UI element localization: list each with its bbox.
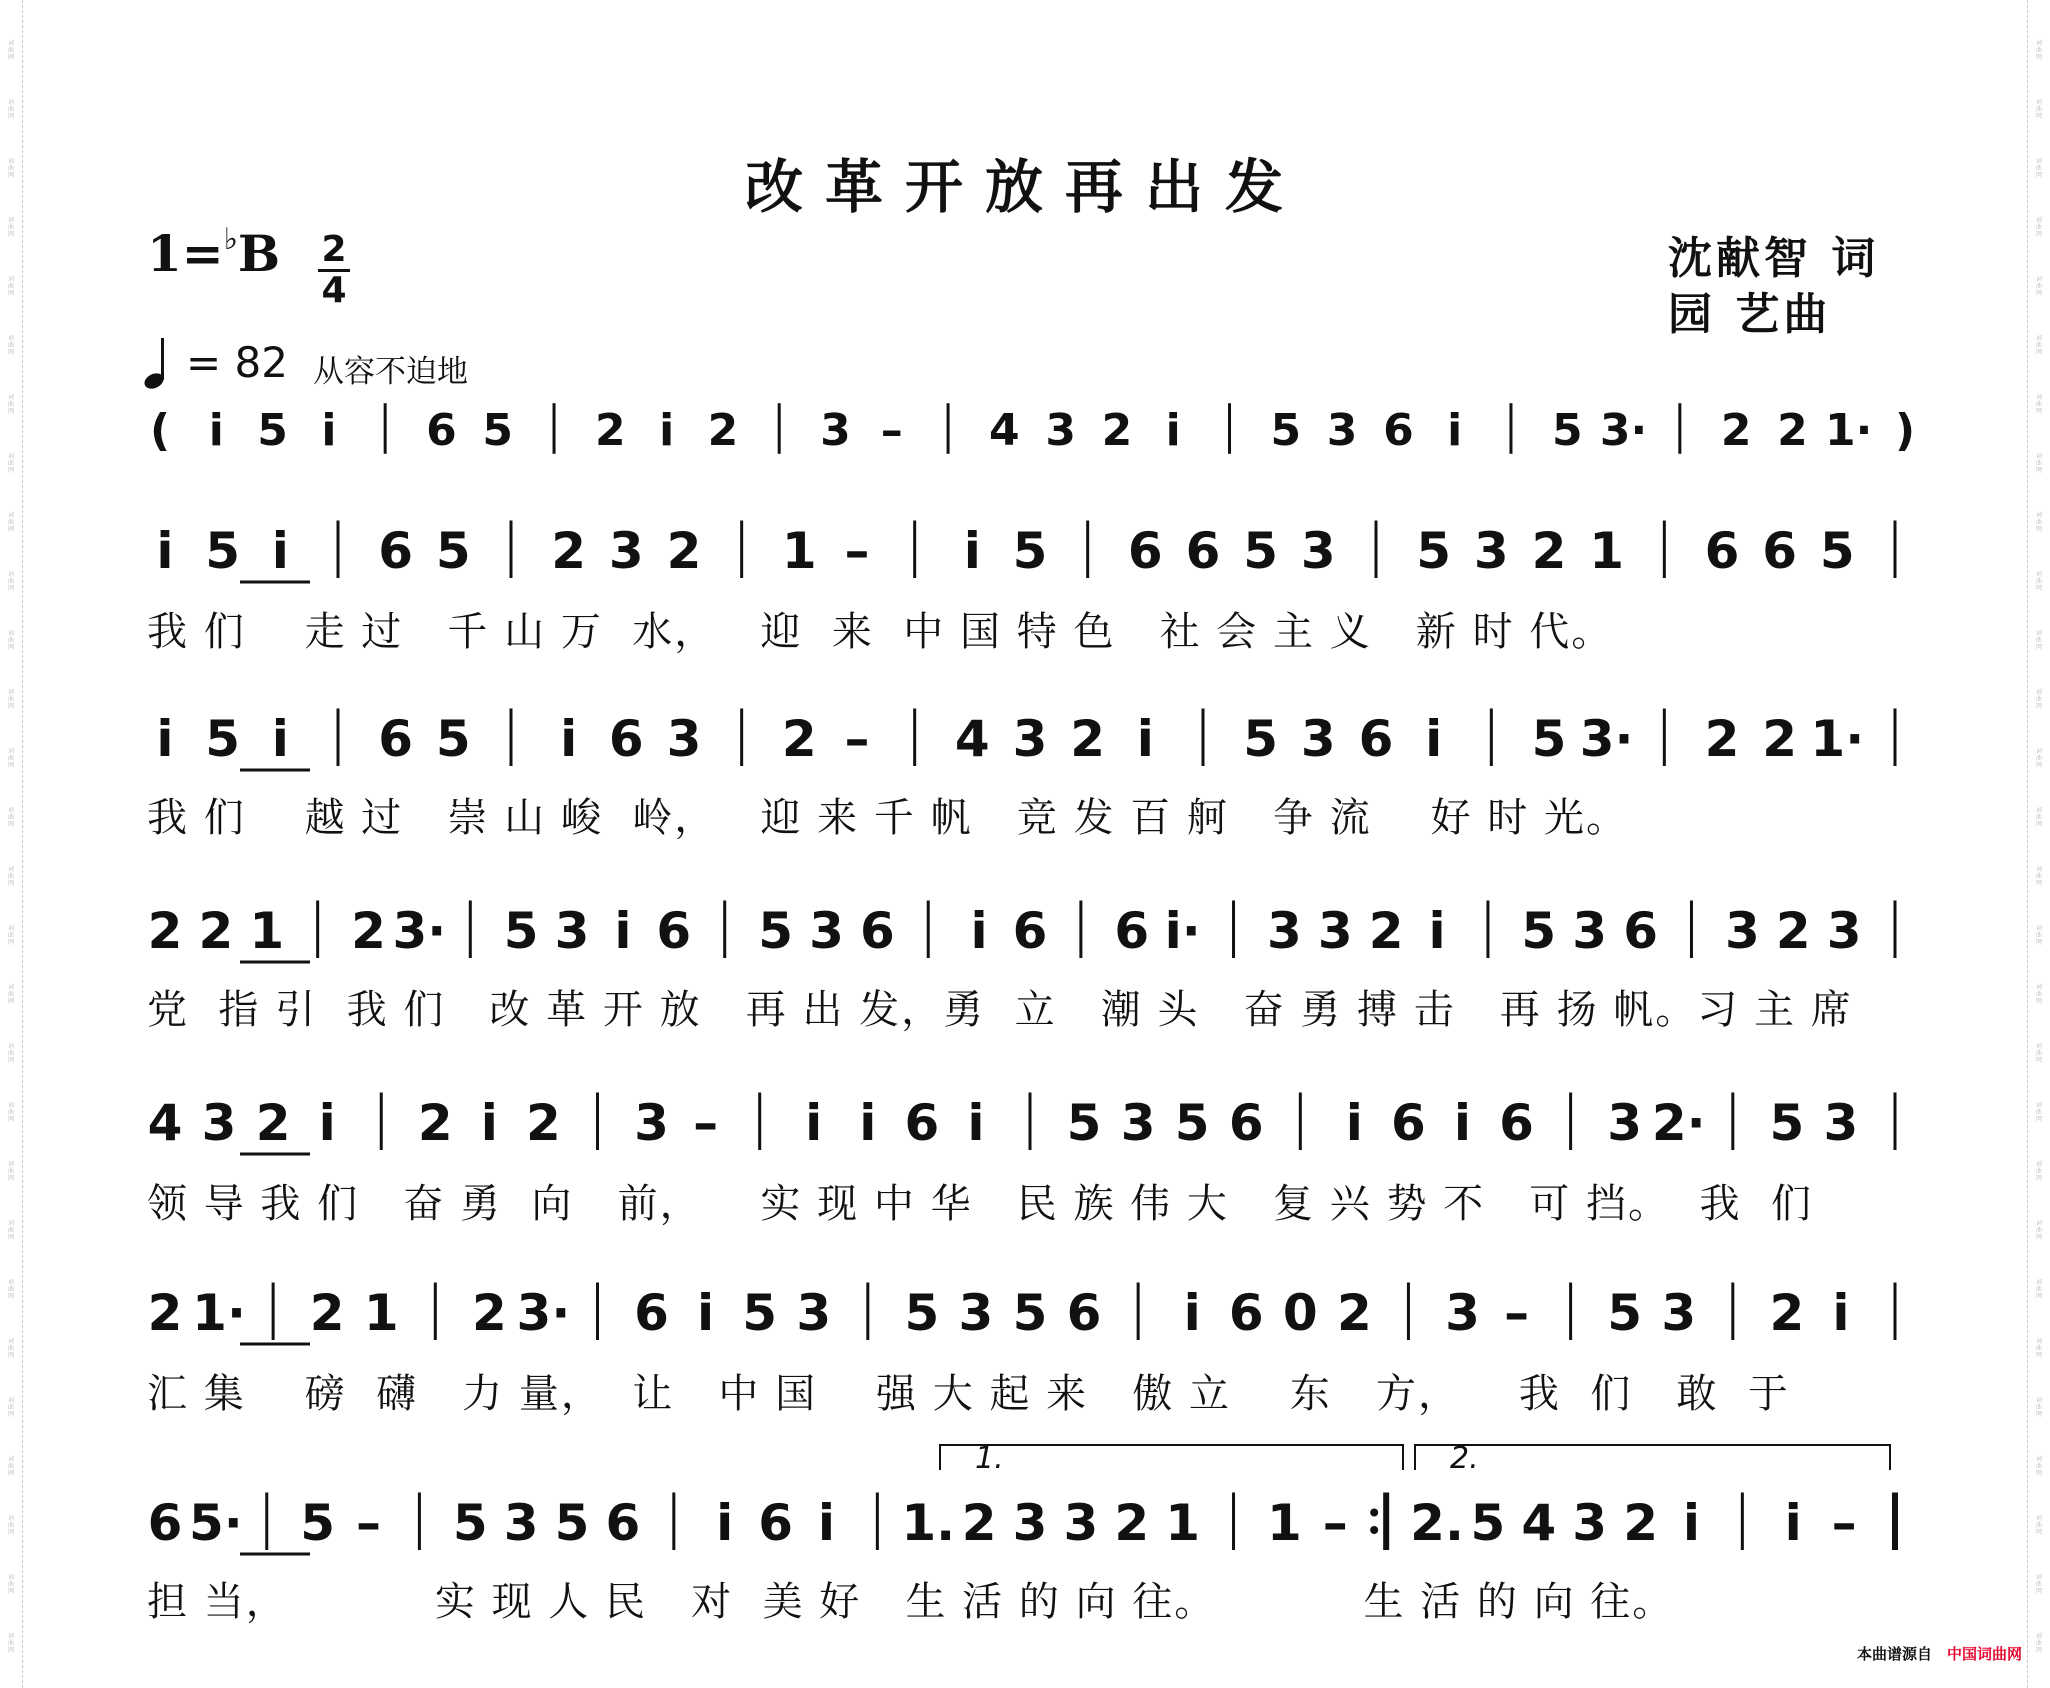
melody-note: 2 (1336, 1284, 1372, 1342)
melody-note: 2 (526, 1094, 561, 1152)
intro-note: 5 (257, 405, 288, 456)
lyricist-credit: 沈献智 词 (1668, 233, 1880, 284)
melody-note: i (1784, 1494, 1802, 1552)
intro-note: 2 (1777, 405, 1808, 456)
lyric-line-1: 我 们 走 过 千 山 万 水， 迎 来 中 国 特 色 社 会 主 义 新 时 代。 (147, 609, 1614, 655)
melody-note: i (697, 1284, 715, 1342)
repeat-dot (1370, 1509, 1378, 1517)
melody-note: 3 (1012, 710, 1048, 768)
melody-note: 2. (1410, 1494, 1464, 1552)
intro-note: i (1165, 405, 1181, 456)
edge-watermark-mark: 词曲网 (7, 984, 14, 1005)
melody-note: 5 (1531, 710, 1567, 768)
melody-note: 6 (1114, 902, 1150, 960)
melody-note: 5 (435, 522, 471, 580)
melody-note: i (271, 522, 289, 580)
melody-note: 5 (1243, 522, 1279, 580)
edge-watermark-mark: 词曲网 (2035, 1633, 2042, 1654)
edge-watermark-mark: 词曲网 (7, 1633, 14, 1654)
melody-note: 6 (1762, 522, 1798, 580)
intro-note: 6 (426, 405, 457, 456)
melody-note: 1. (901, 1494, 956, 1552)
melody-note: 2 (147, 902, 183, 960)
intro-note: 5 (482, 405, 514, 456)
melody-note: i (859, 1094, 877, 1152)
melody-note: 2 (1070, 710, 1106, 768)
edge-watermark-mark: 词曲网 (2035, 1397, 2042, 1418)
melody-note: 6 (1499, 1094, 1534, 1152)
melody-note: 2 (961, 1494, 997, 1552)
melody-note: 1· (192, 1284, 246, 1342)
footer-site-link[interactable]: 中国词曲网 (1947, 1645, 2023, 1663)
melody-note: 2 (1704, 710, 1740, 768)
volta-label-1: 1. (975, 1441, 1004, 1476)
edge-watermark-mark: 词曲网 (7, 335, 14, 356)
melody-note: 6 (1066, 1284, 1102, 1342)
intro-note: 2 (1720, 405, 1752, 456)
key-signature: 1=♭B (147, 222, 281, 283)
edge-watermark-mark: 词曲网 (7, 394, 14, 415)
melody-note: 6 (1012, 902, 1048, 960)
melody-note: 5 (758, 902, 793, 960)
melody-note: i (1345, 1094, 1363, 1152)
melody-note: 6 (1228, 1094, 1264, 1152)
edge-watermark-mark: 词曲网 (7, 748, 14, 769)
melody-note: 5 (904, 1284, 940, 1342)
melody-note: 3 (1823, 1094, 1859, 1152)
footer-source-label: 本曲谱源自 (1857, 1645, 1933, 1663)
melody-note: i (271, 710, 289, 768)
tempo-expression: 从容不迫地 (313, 354, 468, 390)
melody-note: 2 (1368, 902, 1404, 960)
melody-note: i (480, 1094, 498, 1152)
melody-note: 0 (1282, 1284, 1318, 1342)
tempo-value: = 82 (186, 338, 288, 387)
edge-watermark-mark: 词曲网 (2035, 1515, 2042, 1536)
melody-note: 6 (608, 710, 644, 768)
melody-note: 3 (958, 1284, 994, 1342)
edge-watermark-mark: 词曲网 (7, 276, 14, 297)
intro-note: i (321, 405, 337, 456)
melody-note: 2 (1769, 1284, 1805, 1342)
melody-note: i (1428, 902, 1446, 960)
melody-note: 3 (796, 1284, 832, 1342)
melody-note: i· (1164, 902, 1201, 960)
melody-note: 6 (1358, 710, 1394, 768)
volta-bracket-1 (940, 1445, 1403, 1470)
edge-watermark-mark: 词曲网 (2035, 99, 2042, 120)
intro-note: ( (149, 405, 171, 456)
intro-note: i (1447, 405, 1463, 456)
melody-note: 2 (551, 522, 587, 580)
intro-note: 3· (1599, 405, 1648, 456)
melody-note: 5 (503, 902, 539, 960)
melody-note: 5 (205, 710, 241, 768)
melody-note: – (844, 710, 870, 768)
melody-note: i (1682, 1494, 1701, 1552)
melody-note: 2 (1762, 710, 1798, 768)
melody-note: 2 (781, 710, 817, 768)
melody-note: 5 (554, 1494, 590, 1552)
melody-note: 4 (1521, 1494, 1557, 1552)
edge-watermark-mark: 词曲网 (2035, 394, 2042, 415)
melody-note: 3 (201, 1094, 237, 1152)
melody-note: 3 (809, 902, 844, 960)
edge-watermark-mark: 词曲网 (7, 158, 14, 179)
melody-note: 3 (1572, 902, 1608, 960)
melody-note: 3 (1473, 522, 1509, 580)
intro-note: 3 (820, 405, 851, 456)
melody-note: 6 (605, 1494, 641, 1552)
melody-note: 5 (1769, 1094, 1805, 1152)
melody-note: i (1425, 710, 1443, 768)
melody-note: 3 (1300, 710, 1336, 768)
melody-note: 5 (1819, 522, 1855, 580)
melody-note: 5 (1470, 1494, 1506, 1552)
melody-note: 6 (904, 1094, 940, 1152)
intro-note: 3 (1326, 405, 1358, 456)
melody-note: 2 (417, 1094, 453, 1152)
intro-note: 1· (1825, 405, 1873, 456)
melody-note: 3 (1063, 1494, 1099, 1552)
melody-note: 2 (1531, 522, 1567, 580)
melody-note: – (356, 1494, 382, 1552)
melody-note: 4 (147, 1094, 183, 1152)
edge-watermark-mark: 词曲网 (2035, 984, 2042, 1005)
edge-watermark-mark: 词曲网 (7, 512, 14, 533)
melody-note: 6 (1127, 522, 1163, 580)
intro-note: i (659, 405, 675, 456)
edge-watermark-mark: 词曲网 (7, 40, 14, 61)
melody-note: 6 (378, 710, 414, 768)
edge-watermark-mark: 词曲网 (2035, 866, 2042, 887)
edge-watermark-mark: 词曲网 (2035, 1279, 2042, 1300)
melody-note: 2 (351, 902, 386, 960)
melody-note: i (805, 1094, 823, 1152)
melody-note: 3 (1120, 1094, 1156, 1152)
melody-note: i (1832, 1284, 1850, 1342)
melody-note: 5 (1012, 522, 1048, 580)
lyric-line-3: 党 指 引 我 们 改 革 开 放 再 出 发，勇 立 潮 头 奋 勇 搏 击 再 扬 帆。习 主 席 (147, 987, 1853, 1033)
edge-watermark-mark: 词曲网 (7, 1515, 14, 1536)
edge-watermark-mark: 词曲网 (7, 689, 14, 710)
melody-note: 2 (1623, 1494, 1658, 1552)
melody-note: 6 (1391, 1094, 1426, 1152)
melody-note: 5 (1174, 1094, 1210, 1152)
edge-watermark-mark: 词曲网 (7, 99, 14, 120)
melody-note: i (614, 902, 632, 960)
melody-note: 5 (742, 1284, 778, 1342)
edge-watermark-mark: 词曲网 (2035, 1574, 2042, 1595)
melody-note: 2 (1775, 902, 1811, 960)
edge-watermark-mark: 词曲网 (2035, 217, 2042, 238)
melody-note: 3 (1661, 1284, 1697, 1342)
melody-note: 3 (1267, 902, 1302, 960)
intro-note: 2 (707, 405, 739, 456)
intro-note: – (880, 405, 903, 456)
melody-note: i (1136, 710, 1154, 768)
edge-watermark-mark: 词曲网 (2035, 158, 2042, 179)
melody-note: – (1831, 1494, 1857, 1552)
lyric-line-2: 我 们 越 过 崇 山 峻 岭， 迎 来 千 帆 竞 发 百 舸 争 流 好 时 光。 (147, 795, 1629, 841)
song-title: 改革开放再出发 (744, 153, 1305, 221)
composer-credit: 园 艺曲 (1668, 289, 1832, 340)
melody-note: 6 (859, 902, 895, 960)
melody-note: – (693, 1094, 719, 1152)
melody-note: 5 (452, 1494, 488, 1552)
intro-note: 3 (1045, 405, 1076, 456)
edge-watermark-mark: 词曲网 (2035, 1456, 2042, 1477)
melody-note: 2 (471, 1284, 507, 1342)
melody-note: i (963, 522, 981, 580)
edge-watermark-mark: 词曲网 (2035, 1161, 2042, 1182)
melody-note: 5 (1607, 1284, 1643, 1342)
melody-note: 2 (309, 1284, 345, 1342)
edge-watermark-mark: 词曲网 (7, 1574, 14, 1595)
melody-note: 3· (516, 1284, 571, 1342)
melody-note: 2· (1651, 1094, 1706, 1152)
melody-note: 1 (1165, 1494, 1201, 1552)
melody-note: 6 (1185, 522, 1221, 580)
melody-note: 3 (1724, 902, 1760, 960)
melody-note: i (1183, 1284, 1201, 1342)
melody-note: 6 (1623, 902, 1658, 960)
melody-note: i (716, 1494, 734, 1552)
melody-note: 2 (255, 1094, 291, 1152)
melody-note: 3 (634, 1094, 669, 1152)
melody-note: 3 (1012, 1494, 1048, 1552)
edge-watermark-mark: 词曲网 (2035, 807, 2042, 828)
melody-note: 5 (1012, 1284, 1048, 1342)
melody-note: i (156, 522, 174, 580)
edge-watermark-mark: 词曲网 (7, 1102, 14, 1123)
melody-note: 6 (656, 902, 692, 960)
time-signature: 2 4 (318, 233, 350, 308)
melody-note: 3 (1317, 902, 1353, 960)
melody-note: 1 (781, 522, 817, 580)
melody-note: 1 (1589, 522, 1625, 580)
melody-note: i (560, 710, 578, 768)
edge-watermark-mark: 词曲网 (2035, 1102, 2042, 1123)
edge-watermark-mark: 词曲网 (2035, 630, 2042, 651)
melody-note: 3 (1826, 902, 1862, 960)
edge-watermark-mark: 词曲网 (7, 807, 14, 828)
edge-watermark-mark: 词曲网 (7, 1161, 14, 1182)
melody-note: i (318, 1094, 336, 1152)
intro-note: 2 (595, 405, 626, 456)
edge-watermark-mark: 词曲网 (7, 453, 14, 474)
intro-note: 2 (1101, 405, 1133, 456)
melody-note: 3 (1300, 522, 1336, 580)
melody-note: 5 (435, 710, 471, 768)
melody-note: – (1504, 1284, 1530, 1342)
melody-note: 5 (1521, 902, 1557, 960)
edge-watermark-mark: 词曲网 (7, 1220, 14, 1241)
melody-note: 5 (1066, 1094, 1102, 1152)
volta-bracket-2 (1415, 1445, 1890, 1470)
repeat-dot (1370, 1526, 1378, 1534)
melody-note: 5 (1416, 522, 1452, 580)
edge-watermark-mark: 词曲网 (7, 1338, 14, 1359)
edge-watermark-mark: 词曲网 (7, 925, 14, 946)
melody-note: 6 (758, 1494, 793, 1552)
volta-label-2: 2. (1450, 1441, 1479, 1476)
edge-watermark-mark: 词曲网 (2035, 925, 2042, 946)
edge-watermark-mark: 词曲网 (7, 1456, 14, 1477)
melody-note: 1 (249, 902, 285, 960)
melody-note: 5 (205, 522, 241, 580)
melody-note: 5 (300, 1494, 336, 1552)
edge-watermark-mark: 词曲网 (2035, 40, 2042, 61)
melody-note: 3 (1445, 1284, 1480, 1342)
melody-note: i (156, 710, 174, 768)
melody-note: – (844, 522, 870, 580)
edge-watermark-mark: 词曲网 (7, 1397, 14, 1418)
intro-note: 5 (1270, 405, 1302, 456)
melody-note: 6 (634, 1284, 669, 1342)
lyric-line-5: 汇 集 磅 礴 力 量， 让 中 国 强 大 起 来 傲 立 东 方， 我 们 敢 于 (147, 1371, 1790, 1417)
melody-note: 3 (666, 710, 702, 768)
edge-watermark-mark: 词曲网 (2035, 1338, 2042, 1359)
melody-note: 1 (363, 1284, 399, 1342)
intro-note: ) (1894, 405, 1916, 456)
melody-note: 2 (147, 1284, 183, 1342)
melody-note: 3· (392, 902, 447, 960)
melody-note: 2 (198, 902, 234, 960)
melody-note: 3 (1607, 1094, 1643, 1152)
intro-note: 4 (989, 405, 1020, 456)
edge-watermark-mark: 词曲网 (7, 1279, 14, 1300)
melody-note: 3 (554, 902, 590, 960)
melody-note: 3 (503, 1494, 539, 1552)
melody-note: 2 (1114, 1494, 1150, 1552)
edge-watermark-mark: 词曲网 (2035, 335, 2042, 356)
intro-note: i (208, 405, 224, 456)
lyric-line-4: 领 导 我 们 奋 勇 向 前， 实 现 中 华 民 族 伟 大 复 兴 势 不 可 挡。 我 们 (147, 1181, 1813, 1227)
melody-note: 3 (608, 522, 644, 580)
melody-note: 3 (1572, 1494, 1608, 1552)
edge-watermark-mark: 词曲网 (7, 217, 14, 238)
edge-watermark-mark: 词曲网 (2035, 571, 2042, 592)
melody-note: 2 (666, 522, 702, 580)
edge-watermark-mark: 词曲网 (2035, 689, 2042, 710)
intro-note: 5 (1551, 405, 1583, 456)
melody-note: 4 (954, 710, 990, 768)
melody-note: 3· (1579, 710, 1634, 768)
melody-note: 5 (1243, 710, 1279, 768)
edge-watermark-mark: 词曲网 (2035, 1220, 2042, 1241)
melody-note: 6 (1228, 1284, 1264, 1342)
lyric-line-6: 担 当， 实 现 人 民 对 美 好 生 活 的 向 往。 生 活 的 向 往。 (147, 1579, 1675, 1625)
melody-note: 6 (378, 522, 414, 580)
melody-note: – (1322, 1494, 1348, 1552)
edge-watermark-mark: 词曲网 (7, 866, 14, 887)
melody-note: 6 (1704, 522, 1740, 580)
edge-watermark-mark: 词曲网 (2035, 1043, 2042, 1064)
melody-note: i (970, 902, 988, 960)
intro-note: 6 (1383, 405, 1414, 456)
melody-note: 6 (147, 1494, 183, 1552)
melody-note: i (817, 1494, 836, 1552)
edge-watermark-mark: 词曲网 (7, 1043, 14, 1064)
edge-watermark-mark: 词曲网 (2035, 512, 2042, 533)
melody-note: i (1453, 1094, 1472, 1152)
edge-watermark-mark: 词曲网 (2035, 748, 2042, 769)
edge-watermark-mark: 词曲网 (2035, 453, 2042, 474)
edge-watermark-mark: 词曲网 (7, 571, 14, 592)
edge-watermark-mark: 词曲网 (7, 630, 14, 651)
melody-note: 5· (188, 1494, 243, 1552)
melody-note: i (967, 1094, 985, 1152)
edge-watermark-mark: 词曲网 (2035, 276, 2042, 297)
melody-note: 1· (1810, 710, 1865, 768)
melody-note: 1 (1267, 1494, 1302, 1552)
